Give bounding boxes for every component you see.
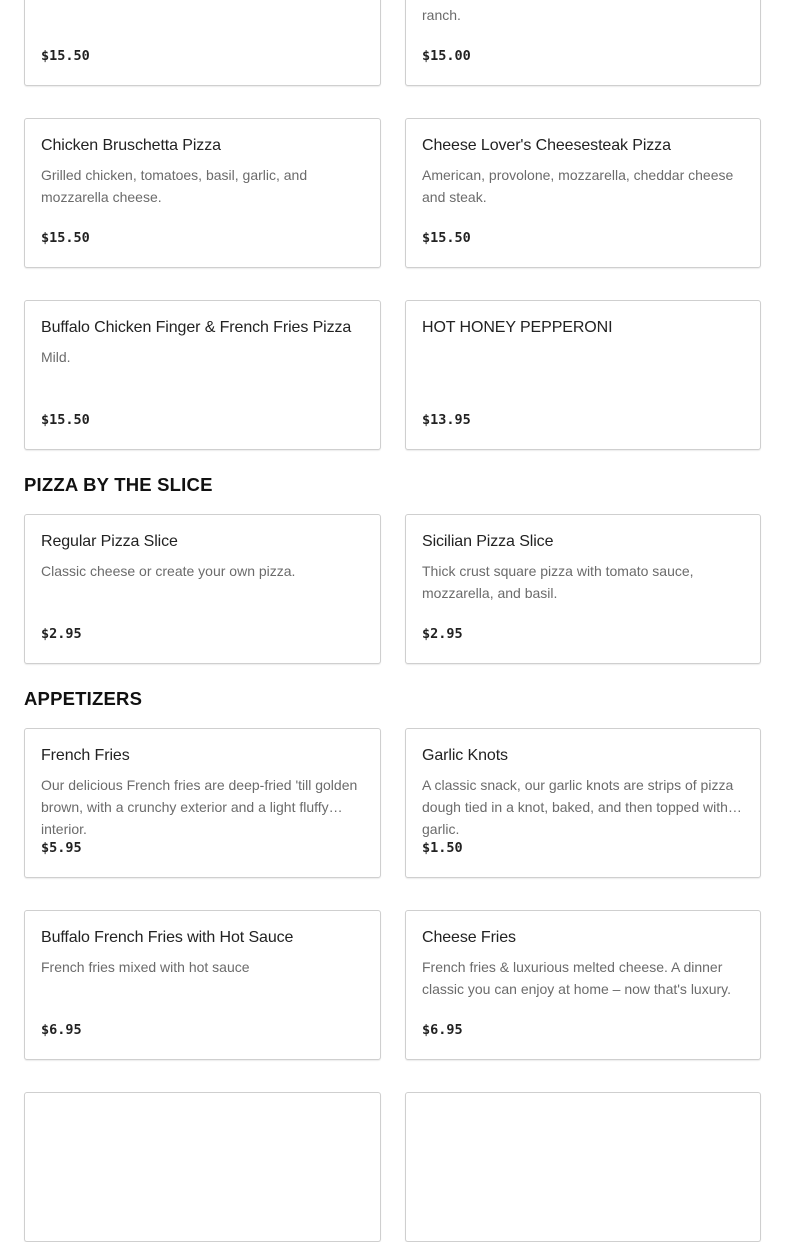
menu-item-price: $15.50 <box>41 48 90 64</box>
menu-item-price: $15.50 <box>422 230 471 246</box>
menu-item-title: HOT HONEY PEPPERONI <box>422 319 613 336</box>
menu-item-card[interactable] <box>24 910 381 1060</box>
menu-item-description: Grilled chicken, tomatoes, basil, garlic, and mozzarella cheese. <box>41 167 308 205</box>
menu-item-price: $6.95 <box>41 1022 82 1038</box>
menu-item-card[interactable] <box>405 0 761 86</box>
menu-item-card[interactable] <box>24 300 381 450</box>
menu-item-card[interactable] <box>405 514 761 664</box>
menu-item-price: $6.95 <box>422 1022 463 1038</box>
menu-item-price: $13.95 <box>422 412 471 428</box>
section-heading-appetizers: APPETIZERS <box>24 688 143 709</box>
section-heading-pizza-by-the-slice: PIZZA BY THE SLICE <box>24 474 213 495</box>
menu-item-title: Chicken Bruschetta Pizza <box>41 137 221 154</box>
menu-item-price: $15.50 <box>41 412 90 428</box>
menu-item-description: French fries mixed with hot sauce <box>41 959 250 975</box>
menu-item-description: Thick crust square pizza with tomato sauce, mozzarella, and basil. <box>422 563 694 601</box>
menu-item-card[interactable] <box>24 514 381 664</box>
menu-item-price: $15.00 <box>422 48 471 64</box>
menu-item-title: French Fries <box>41 747 130 764</box>
menu-item-card[interactable] <box>24 118 381 268</box>
menu-item-description: A classic snack, our garlic knots are strips of pizza dough tied in a knot, baked, and then topped with garlic. <box>422 777 734 837</box>
menu-item-card[interactable] <box>405 728 761 878</box>
menu-item-card[interactable] <box>405 118 761 268</box>
menu-item-title: Regular Pizza Slice <box>41 533 178 550</box>
menu-item-price: $15.50 <box>41 230 90 246</box>
menu-item-card[interactable] <box>405 1092 761 1242</box>
menu-item-title: Buffalo French Fries with Hot Sauce <box>41 929 294 946</box>
menu-item-description: American, provolone, mozzarella, cheddar cheese and steak. <box>422 167 734 205</box>
menu-item-title: Sicilian Pizza Slice <box>422 533 554 550</box>
menu-item-description: Mild. <box>41 349 71 365</box>
menu-item-price: $2.95 <box>422 626 463 642</box>
menu-item-price: $5.95 <box>41 840 82 856</box>
menu-item-description: French fries & luxurious melted cheese. A dinner classic you can enjoy at home – now that's luxury. <box>422 959 732 997</box>
menu-item-card[interactable] <box>24 1092 381 1242</box>
menu-item-title: Cheese Fries <box>422 929 516 946</box>
menu-item-price: $2.95 <box>41 626 82 642</box>
menu-item-description: Classic cheese or create your own pizza. <box>41 563 296 579</box>
menu-item-description: Our delicious French fries are deep-fried 'till golden brown, with a crunchy exterior and a light fluffy interior. <box>41 777 358 837</box>
menu-item-card[interactable] <box>24 0 381 86</box>
menu-item-card[interactable] <box>405 300 761 450</box>
menu-item-price: $1.50 <box>422 840 463 856</box>
menu-item-card[interactable] <box>405 910 761 1060</box>
menu-item-title: Cheese Lover's Cheesesteak Pizza <box>422 137 671 154</box>
menu-item-title: Garlic Knots <box>422 747 508 764</box>
menu-item-card[interactable] <box>24 728 381 878</box>
menu-item-title: Buffalo Chicken Finger & French Fries Pizza <box>41 319 352 336</box>
menu-item-description: ranch. <box>422 7 461 23</box>
